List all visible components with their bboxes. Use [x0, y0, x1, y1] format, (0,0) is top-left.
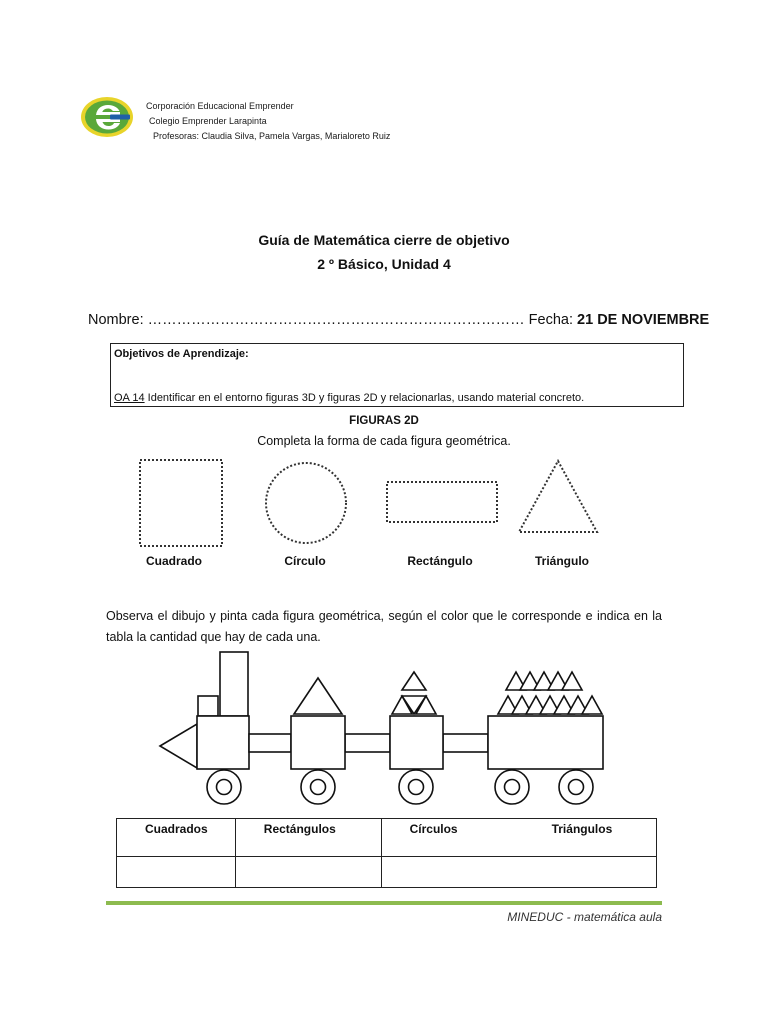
dotted-triangle — [519, 461, 597, 532]
train-chimney-tall-rectangle — [220, 652, 248, 716]
train-drawing — [150, 648, 620, 808]
train-connector-1 — [249, 734, 291, 752]
wagon2-triangle-top — [402, 672, 426, 690]
header-circulos-triangulos — [381, 819, 656, 857]
dotted-rectangle — [387, 482, 497, 522]
wagon1-square — [291, 716, 345, 769]
objectives-box — [110, 343, 684, 407]
dotted-square — [140, 460, 222, 546]
label-circulo: Círculo — [284, 554, 326, 568]
activity-instruction: Observa el dibujo y pinta cada figura geométrica, según el color que le corresponde e indica en la tabla la cantidad que hay de cada una. — [106, 609, 662, 644]
answer-rectangulos[interactable] — [235, 857, 381, 888]
label-triangulo: Triángulo — [535, 554, 589, 568]
school-logo — [80, 96, 134, 138]
nombre-blank: …………………………………………………………………… — [147, 312, 525, 328]
header-cuadrados: Cuadrados — [117, 819, 236, 857]
footer-rule — [106, 901, 662, 905]
teachers-line: Profesoras: Claudia Silva, Pamela Vargas, Marialoreto Ruiz — [153, 131, 391, 141]
header-triangulos: Triángulos — [551, 822, 613, 836]
figuras-instruction: Completa la forma de cada figura geométrica. — [257, 434, 511, 448]
label-rectangulo: Rectángulo — [407, 554, 473, 568]
fecha-label: Fecha: — [528, 312, 574, 328]
school-name: Colegio Emprender Larapinta — [149, 116, 267, 126]
label-cuadrado: Cuadrado — [145, 554, 202, 568]
wagon1-roof-triangle — [294, 678, 342, 714]
footer-text: MINEDUC - matemática aula — [507, 910, 662, 924]
count-table-answer-row — [117, 857, 657, 888]
corporation-name: Corporación Educacional Emprender — [146, 101, 294, 111]
count-table-header-row — [117, 819, 657, 857]
worksheet-title: Guía de Matemática cierre de objetivo — [258, 232, 510, 248]
objective-text: Identificar en el entorno figuras 3D y figuras 2D y relacionarlas, usando material concreto. — [147, 392, 585, 404]
train-engine-square — [197, 716, 249, 769]
header-circulos: Círculos — [409, 822, 458, 836]
fecha-value: 21 DE NOVIEMBRE — [577, 312, 710, 328]
figuras-heading: FIGURAS 2D — [349, 415, 419, 427]
answer-circulos-triangulos[interactable] — [381, 857, 656, 888]
train-connector-2 — [345, 734, 390, 752]
objective-oa14 — [114, 392, 584, 404]
count-table — [116, 818, 657, 888]
wagon3-rectangle — [488, 716, 603, 769]
answer-cuadrados[interactable] — [117, 857, 236, 888]
wagon2-square — [390, 716, 443, 769]
train-nose-triangle — [160, 724, 197, 768]
train-connector-3 — [443, 734, 488, 752]
student-info-line — [88, 312, 710, 328]
objectives-heading: Objetivos de Aprendizaje: — [114, 348, 249, 360]
nombre-label: Nombre: — [88, 312, 144, 328]
train-chimney-small-square — [198, 696, 218, 716]
school-header — [146, 99, 390, 144]
dotted-circle — [266, 463, 346, 543]
dotted-shapes — [130, 456, 610, 551]
header-rectangulos: Rectángulos — [235, 819, 381, 857]
objective-code: OA 14 — [114, 392, 145, 404]
worksheet-subtitle: 2 º Básico, Unidad 4 — [317, 256, 451, 272]
